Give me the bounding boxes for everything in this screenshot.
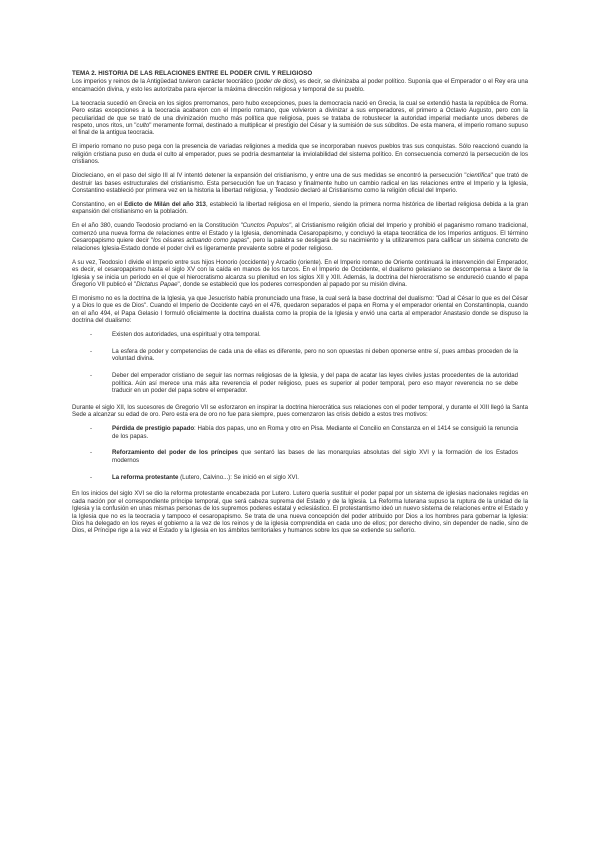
paragraph-imperio-romano: El imperio romano no puso pega con la presencia de variadas religiones a medida que se incorporaban nuevos pueblos tras sus conquistas. Sólo reaccionó cuando la religión cristiana puso en duda el culto al emperador, pues se podría desmantelar la inviolabilidad del sistema político. En consecuencia comenzó la persecución de los cristianos. [72, 143, 528, 166]
paragraph-constantino: Constantino, en el Edicto de Milán del año 313, estableció la libertad religiosa en el Imperio, siendo la primera norma histórica de libertad religiosa debida a la gran expansión del cristianismo en la población. [72, 201, 528, 216]
list-item: - Pérdida de prestigio papado: Había dos papas, uno en Roma y otro en Pisa. Mediante el Concilio en Constanza en el 1414 se consiguió la renuncia de los papas. [90, 425, 518, 440]
bullet-dash: - [90, 372, 93, 380]
paragraph-monismo: El monismo no es la doctrina de la Iglesia, ya que Jesucristo había pronunciado una frase, la cual será la base doctrinal del dualismo: "Dad al César lo que es del César y a Dios lo que es de Dios". Cuando el Imperio de Occidente cayó en el 476, quedaron separados el papa en Roma y el emperador oriental en Constantinopla, cuando en el año 494, el Papa Gelasio I formuló oficialmente la doctrina dualista como la propia de la Iglesia y envió una carta al emperador Anastasio donde se dispuso la doctrina del dualismo: [72, 294, 528, 325]
list-item: - Reforzamiento del poder de los príncipes que sentaró las bases de las monarquías absolutas del siglo XVI y la formación de los Estados modernos [90, 449, 519, 464]
document-title: TEMA 2. HISTORIA DE LAS RELACIONES ENTRE EL PODER CIVIL Y RELIGIOSO [72, 70, 313, 77]
list-item: - Deber del emperador cristiano de seguir las normas religiosas de la Iglesia, y del papa de acatar las leyes civiles justas procedentes de la autoridad política. Aún así merece una más alta reverencia el poder religioso, pues es superior al poder temporal, pero eso mayor reverencia no se debe traducir en un poder del papa sobre el emperador. [90, 372, 518, 394]
paragraph-reforma: En los inicios del siglo XVI se dio la reforma protestante encabezada por Lutero. Lutero quería sustituir el poder papal por un sistema de iglesias nacionales regidas en cada nación por el correspondiente príncipe temporal, que será cabeza suprema del Estado y de la Iglesia. La Reforma luterana supuso la ruptura de la unidad de la Iglesia y la confusión en unas mismas personas de los supremos poderes estatal y eclesiástico. El protestantismo ideó un nuevo sistema de relaciones entre el Estado y la Iglesia que no es la teocracia y tampoco el cesaropapismo. Se trata de una nueva concepción del poder atribuido por Dios a los hombres para gobernar la Iglesia: Dios ha delegado en los reyes el gobierno a la vez de los reinos y de la iglesia comprendida en cada uno de ellos; por derecho divino, sin depender de nadie, sino de Dios, el Príncipe rige a la vez el Estado y la Iglesia en los ámbitos territoriales y humanos sobre los que se extiende su señorío. [72, 490, 528, 535]
paragraph-teodosio: A su vez, Teodosio I divide el Imperio entre sus hijos Honorio (occidente) y Arcadio (oriente). En el Imperio romano de Oriente continuará la intervención del Emperador, es decir, el cesaropapismo hasta el siglo XV con la caída en manos de los turcos. En el Imperio de Occidente, el dualismo gelasiano se descompensa a favor de la Iglesia y se inicia un período en el que el hierocratismo alcanza su plenitud en los siglos XII y XIII. Además, la doctrina del hierocratismo se endureció cuando el papa Gregorio VII publicó el "Dictatus Papae", donde se estableció que los poderes corresponden al papado por su misión divina. [72, 258, 528, 288]
bullet-dash: - [90, 331, 93, 339]
paragraph-diocleciano: Diocleciano, en el paso del siglo III al IV intentó detener la expansión del cristianismo, y entre una de sus medidas se encontró la persecución "científica" que trató de destruir las bases estructurales del cristianismo. Esta persecución fue un fracaso y finalmente hubo un cambio radical en las relaciones entre el Imperio y la Iglesia, Constantino estableció por primera vez en la historia la libertad religiosa, y Teodosio declaró al Cristianismo como la religión oficial del Imperio. [72, 172, 528, 195]
crisis-list [72, 425, 528, 481]
paragraph-ano-380: En el año 380, cuando Teodosio proclamó en la Constitución "Cunctos Populos", al Cristianismo religión oficial del Imperio y prohibió el paganismo romano tradicional, comenzó una nueva forma de relaciones entre el Estado y la Iglesia, denominada Cesaropapismo, y concluyó la etapa teocrática de los Imperios antiguos. El término Cesaropapismo quiere decir "los césares actuando como papas", pero la palabra se desligará de su nacimiento y la utilizaremos para calificar un sistema concreto de relaciones Iglesia-Estado donde el poder civil es ligeramente prevalente sobre el poder religioso. [72, 222, 528, 252]
list-item: - Existen dos autoridades, una espiritual y otra temporal. [90, 331, 261, 339]
paragraph-teocracia: La teocracia sucedió en Grecia en los siglos prerromanos, pero hubo excepciones, pues la democracia nació en Grecia, la cual se extendió hasta la república de Roma. Pero estas excepciones a la teocracia acabaron con el Imperio romano, que volvieron a divinizar a sus emperadores, el primero a Octavio Augusto, pero con la peculiaridad de que se trató de una divinización mucho más política que religiosa, pues se trataba de robustecer la autoridad imperial mediante unos deberes de respeto, unos ritos, un "culto" meramente formal, destinado a multiplicar el prestigio del César y la sumisión de sus súbditos. De esta manera, el imperio romano supuso el final de la antigua teocracia. [72, 99, 528, 137]
bullet-dash: - [90, 347, 93, 355]
list-item: - La esfera de poder y competencias de cada una de ellas es diferente, pero no son opuestas ni deben oponerse entre sí, pues ambas proceden de la voluntad divina. [90, 347, 518, 363]
list-item: - La reforma protestante (Lutero, Calvino...): Se inició en el siglo XVI. [90, 473, 299, 481]
bullet-dash: - [90, 473, 93, 481]
bullet-dash: - [90, 449, 93, 457]
paragraph-intro: Los imperios y reinos de la Antigüedad tuvieron carácter teocrático (poder de dios), es decir, se divinizaba al poder político. Suponía que el Emperador o el Rey era una encarnación divina, y esto les autorizaba para ejercer la máxima dirección religiosa y temporal de su pueblo. [72, 78, 528, 93]
paragraph-siglo-xii: Durante el siglo XII, los sucesores de Gregorio VII se esforzaron en inspirar la doctrina hierocrática sus relaciones con el poder temporal, y durante el XIII llegó la Santa Sede a alcanzar su edad de oro. Pero esta era de oro no fue para siempre, pues comenzaron las crisis debido a estos tres motivos: [72, 403, 528, 419]
bullet-dash: - [90, 425, 93, 433]
dualism-list [72, 331, 528, 394]
document-page [72, 70, 528, 541]
